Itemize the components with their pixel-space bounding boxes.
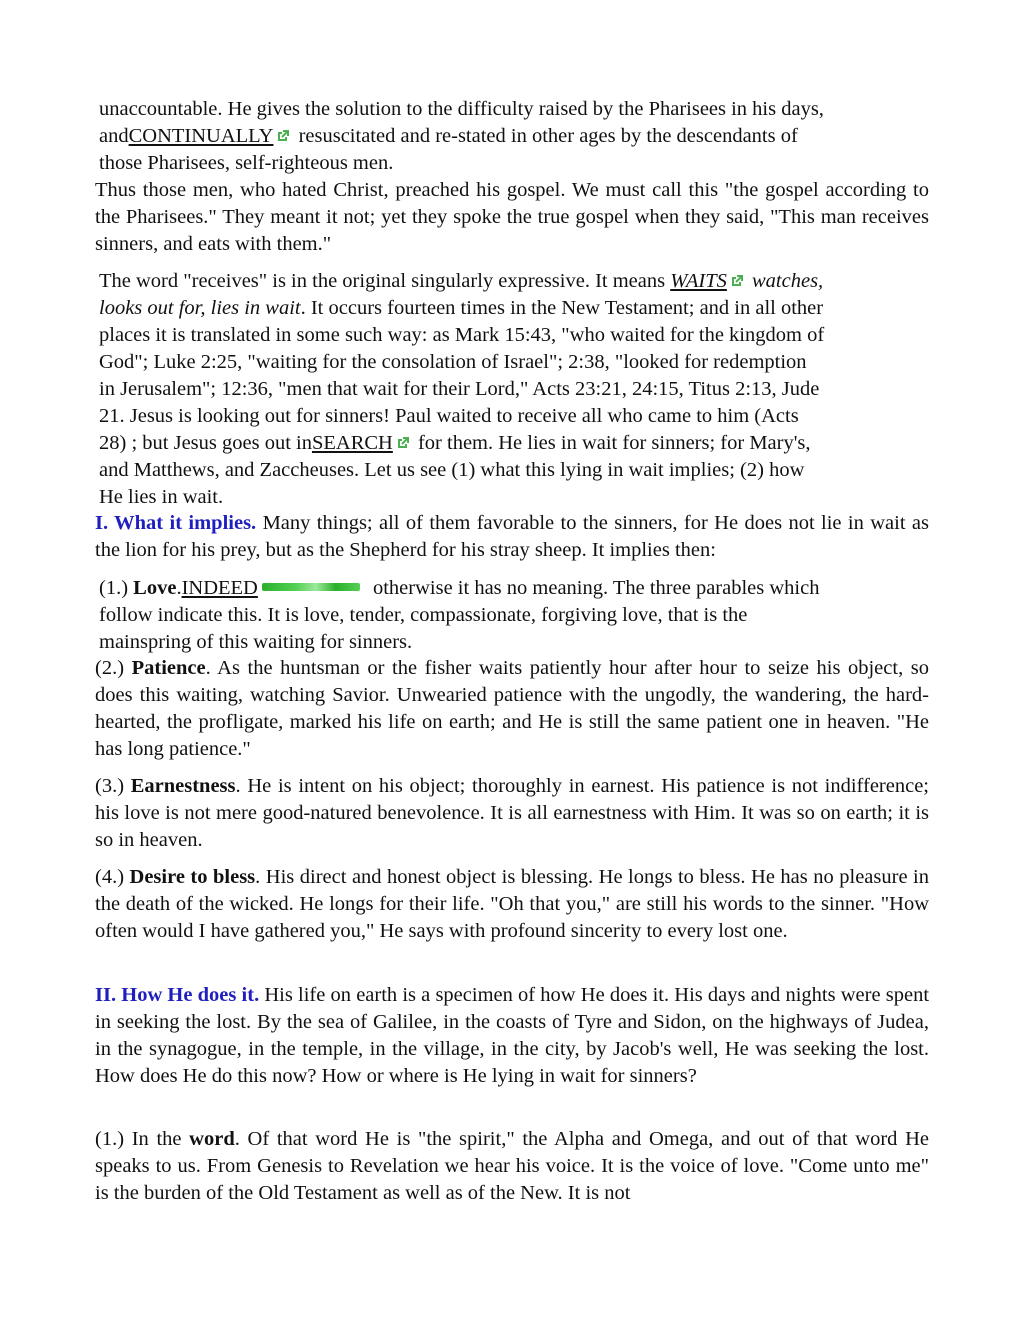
paragraph-3-line-4: God"; Luke 2:25, "waiting for the consolation of Israel"; 2:38, "looked for redemption (99, 351, 807, 373)
section-2-paragraph (95, 982, 929, 1090)
text-fragment: 28) ; but Jesus goes out in (99, 432, 312, 454)
paragraph-patience (95, 655, 929, 763)
paragraph-3-line-1 (99, 268, 929, 295)
text-fragment: otherwise it has no meaning. The three parables which (372, 577, 820, 599)
text-fragment: (2.) (95, 657, 132, 679)
text-fragment: . He is intent on his object; thoroughly in earnest. His patience is not indifference; his love is not mere good-natured benevolence. It is all earnestness with Him. It was so on earth; it is so in heaven. (95, 775, 930, 851)
text-fragment: (4.) (95, 866, 130, 888)
text-fragment: His life on earth is a specimen of how He does it. His days and nights were spent in seeking the lost. By the sea of Galilee, in the coasts of Tyre and Sidon, on the highways of Judea, in the synagogue, in the temple, in the village, in the city, by Jacob's well, He was seeking the lost. How does He do this now? How or where is He lying in wait for sinners? (95, 984, 930, 1087)
paragraph-3 (99, 268, 929, 511)
paragraph-3-line-3: places it is translated in some such way: as Mark 15:43, "who waited for the kingdom of (99, 324, 825, 346)
green-banner-bar[interactable] (262, 583, 360, 591)
text-fragment: for them. He lies in wait for sinners; for Mary's, (417, 432, 811, 454)
text-fragment: . His direct and honest object is blessing. He longs to bless. He has no pleasure in the death of the wicked. He longs for their life. "Oh that you," are still his words to the sinner. "How often would I have gathered you," He says with profound sincerity to every lost one. (95, 866, 930, 942)
paragraph-love (99, 575, 929, 656)
paragraph-1-line-2 (99, 123, 929, 150)
paragraph-love-line-3: mainspring of this waiting for sinners. (99, 631, 413, 653)
section-heading-1: I. What it implies. (95, 512, 257, 534)
continually-link[interactable]: CONTINUALLY (128, 125, 274, 147)
paragraph-earnestness (95, 773, 929, 854)
paragraph-3-line-7 (99, 430, 929, 457)
paragraph-desire-to-bless (95, 864, 929, 945)
text-fragment: resuscitated and re-stated in other ages by the descendants of (298, 125, 798, 147)
external-link-icon[interactable] (397, 437, 409, 449)
bold-term: Patience (131, 657, 206, 679)
paragraph-3-line-6: 21. Jesus is looking out for sinners! Paul waited to receive all who came to him (Acts (99, 405, 799, 427)
bold-term: Love (133, 577, 177, 599)
paragraph-in-the-word (95, 1126, 929, 1207)
text-fragment: . As the huntsman or the fisher waits patiently hour after hour to seize his object, so does this waiting, watching Savior. Unwearied patience with the ungodly, the wandering, the hard-hearted, the profligate, marked his life on earth; and He is still the same patient one in heaven. "He has long patience." (95, 657, 930, 760)
bold-term: Desire to bless (129, 866, 256, 888)
section-1-paragraph (95, 510, 929, 564)
paragraph-3-line-8: and Matthews, and Zaccheuses. Let us see (1) what this lying in wait implies; (2) how (99, 459, 805, 481)
paragraph-3-line-5: in Jerusalem"; 12:36, "men that wait for their Lord," Acts 23:21, 24:15, Titus 2:13, Jude (99, 378, 820, 400)
paragraph-love-line-1 (99, 575, 929, 602)
bold-term: word (189, 1128, 235, 1150)
text-fragment: (3.) (95, 775, 131, 797)
italic-fragment: looks out for, lies in wait (99, 297, 301, 319)
paragraph-1-line-3: those Pharisees, self-righteous men. (99, 152, 394, 174)
text-fragment: . (176, 577, 182, 599)
paragraph-3-line-2 (99, 295, 929, 322)
paragraph-love-line-2: follow indicate this. It is love, tender, compassionate, forgiving love, that is the (99, 604, 748, 626)
text-fragment: Many things; all of them favorable to the sinners, for He does not lie in wait as the lion for his prey, but as the Shepherd for his stray sheep. It implies then: (95, 512, 930, 561)
paragraph-1-line-1: unaccountable. He gives the solution to the difficulty raised by the Pharisees in his days, (99, 98, 824, 120)
text-fragment: (1.) In the (95, 1128, 190, 1150)
text-fragment: (1.) (99, 577, 134, 599)
external-link-icon[interactable] (277, 130, 289, 142)
text-fragment: The word "receives" is in the original singularly expressive. It means (99, 270, 666, 292)
waits-link-text: WAITS (670, 270, 727, 292)
waits-link[interactable] (670, 270, 727, 292)
search-link[interactable]: SEARCH (311, 432, 393, 454)
paragraph-1 (99, 96, 929, 177)
paragraph-3-line-9: He lies in wait. (99, 486, 224, 508)
bold-term: Earnestness (130, 775, 236, 797)
paragraph-2: Thus those men, who hated Christ, preached his gospel. We must call this "the gospel according to the Pharisees." They meant it not; yet they spoke the true gospel when they said, "This man receives sinners, and eats with them." (95, 179, 929, 255)
indeed-link[interactable]: INDEED (181, 577, 258, 599)
italic-fragment: watches, (752, 270, 824, 292)
section-heading-2: II. How He does it. (95, 984, 260, 1006)
text-fragment: and (99, 125, 129, 147)
external-link-icon[interactable] (731, 275, 743, 287)
text-fragment: . Of that word He is "the spirit," the Alpha and Omega, and out of that word He speaks to us. From Genesis to Revelation we hear his voice. It is the voice of love. "Come unto me" is the burden of the Old Testament as well as of the New. It is not (95, 1128, 929, 1204)
text-fragment: . It occurs fourteen times in the New Testament; and in all other (300, 297, 824, 319)
